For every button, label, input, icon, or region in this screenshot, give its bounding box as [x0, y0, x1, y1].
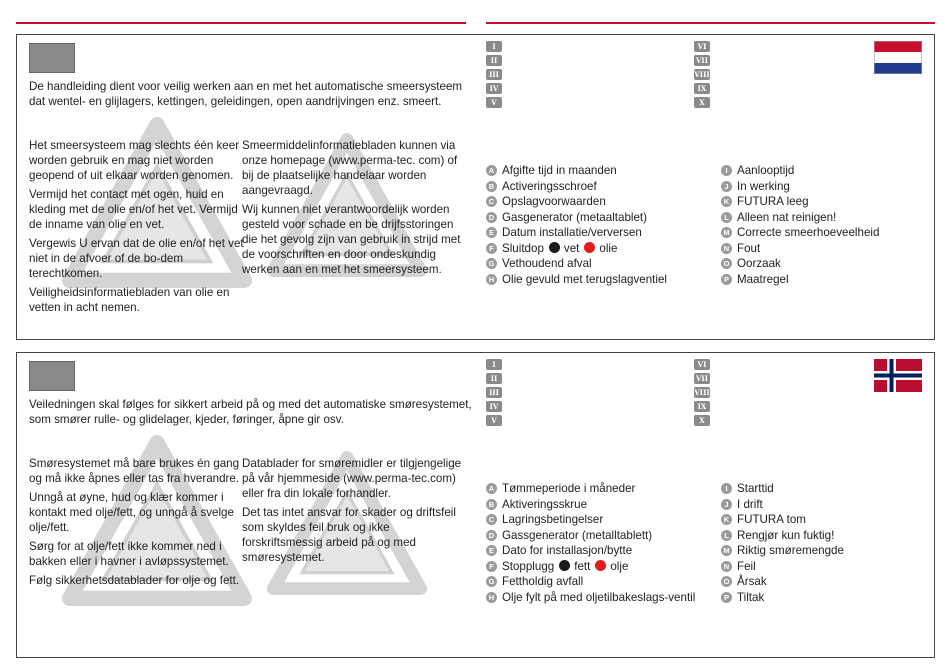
legend-item-text — [502, 179, 711, 194]
legend-item-text — [502, 574, 711, 589]
legend-label: Fettholdig avfall — [502, 575, 584, 588]
legend-item — [721, 210, 931, 225]
legend-marker-icon: M — [721, 227, 732, 238]
safety-paragraph: Wij kunnen niet verantwoordelijk worden gesteld voor schade en be drijfsstoringen die het gevolg zijn van gebruik in strijd met de voorschriften en door ondeskundig werken aan en met het smeersysteem. — [242, 203, 461, 276]
legend-label: Olje fylt på med oljetilbakeslags-ventil — [502, 590, 696, 604]
legend-label: Datum installatie/verversen — [502, 226, 642, 239]
legend-marker-icon: C — [486, 196, 497, 207]
legend-marker-icon: F — [486, 243, 497, 254]
legend-marker-icon: B — [486, 181, 497, 192]
legend-item — [486, 512, 711, 527]
legend-marker-icon: P — [721, 274, 732, 285]
legend-label: Correcte smeerhoeveelheid — [737, 226, 880, 239]
legend-marker-icon: J — [721, 181, 732, 192]
image-placeholder — [29, 361, 75, 391]
legend-item-text — [502, 272, 711, 287]
legend-item — [721, 256, 931, 271]
roman-numeral-badge: I — [486, 41, 502, 52]
safety-paragraph: Følg sikkerhetsdatablader for olje og fett. — [29, 574, 240, 587]
legend-item-text — [502, 497, 711, 512]
legend-item — [486, 163, 711, 178]
roman-numeral-badge: VIII — [694, 388, 710, 397]
legend-item — [721, 179, 931, 194]
oil-label: olje — [610, 559, 629, 573]
legend-label: Gasgenerator (metaaltablet) — [502, 210, 647, 224]
legend-item-text — [737, 163, 931, 178]
roman-numeral-badge: X — [694, 415, 710, 426]
legend-label: Lagringsbetingelser — [502, 513, 604, 526]
legend-item — [721, 272, 931, 287]
legend-label: Riktig smøremengde — [737, 544, 844, 557]
legend-label: Tiltak — [737, 590, 765, 604]
roman-numeral-badge: X — [694, 97, 710, 108]
legend-item-text — [737, 497, 931, 512]
legend-item — [486, 481, 711, 496]
legend-label: Stopplugg — [502, 559, 555, 573]
legend-label: Afgifte tijd in maanden — [502, 164, 617, 177]
grease-dot-icon — [549, 242, 560, 253]
legend-item — [486, 225, 711, 240]
legend-item — [721, 590, 931, 605]
legend-item — [721, 497, 931, 512]
roman-numeral-badge: I — [486, 359, 502, 370]
legend-marker-icon: K — [721, 514, 732, 525]
intro-text: Veiledningen skal følges for sikkert arbeid på og med det automatiske smøresystemet, som smører rulle- og glidelager, kjeder, føringer, åpne gir osv. — [29, 398, 472, 426]
roman-numeral-badge: IX — [694, 401, 710, 412]
legend-item — [486, 256, 711, 271]
legend-item — [721, 528, 931, 543]
legend-item-text — [737, 256, 931, 271]
safety-column-2 — [242, 456, 472, 569]
legend-marker-icon: B — [486, 499, 497, 510]
image-placeholder — [29, 43, 75, 73]
legend-item-text — [502, 194, 711, 209]
legend-marker-icon: E — [486, 227, 497, 238]
legend-item-text — [737, 272, 931, 287]
legend-item — [486, 179, 711, 194]
norway-flag-icon — [874, 359, 922, 392]
legend-label: Feil — [737, 559, 756, 573]
legend-item — [721, 543, 931, 558]
instruction-panel — [16, 352, 935, 658]
legend-marker-icon: M — [721, 545, 732, 556]
legend-item-text — [737, 512, 931, 527]
legend-item-text — [502, 543, 711, 558]
safety-paragraph: Smeermiddelinformatiebladen kunnen via onze homepage (www.perma-tec. com) of bij de plaatselijke handelaar worden aangevraagd. — [242, 139, 458, 197]
legend-item-text — [737, 590, 931, 605]
legend-item — [721, 194, 931, 209]
legend-label: Årsak — [737, 575, 767, 588]
roman-numeral-badge: VI — [694, 359, 710, 370]
legend-label: FUTURA tom — [737, 513, 806, 526]
legend-item — [486, 590, 711, 605]
legend-marker-icon: F — [486, 561, 497, 572]
legend-marker-icon: D — [486, 212, 497, 223]
oil-dot-icon — [584, 242, 595, 253]
legend-item — [721, 225, 931, 240]
legend-item-text — [502, 241, 711, 256]
legend-item — [486, 528, 711, 543]
legend-item — [721, 512, 931, 527]
roman-numeral-badge: V — [486, 415, 502, 426]
legend-item-text — [737, 241, 931, 256]
legend-marker-icon: D — [486, 530, 497, 541]
roman-numeral-badge: VII — [694, 55, 710, 66]
safety-paragraph: Het smeersysteem mag slechts één keer worden gebruik en mag niet worden geopend of uit elkaar worden genomen. — [29, 139, 240, 182]
legend-item-text — [737, 481, 931, 496]
safety-paragraph: Det tas intet ansvar for skader og driftsfeil som skyldes feil bruk og ikke forskriftsmessig arbeid på og med smøresystemet. — [242, 506, 456, 564]
roman-numeral-badge: III — [486, 387, 502, 398]
roman-numeral-badge: II — [486, 373, 502, 384]
legend-marker-icon: K — [721, 196, 732, 207]
legend-label: Maatregel — [737, 272, 789, 286]
instruction-panel — [16, 34, 935, 340]
legend-item — [486, 210, 711, 225]
safety-paragraph: Smøresystemet må bare brukes én gang og må ikke åpnes eller tas fra hverandre. — [29, 457, 240, 485]
legend-item-text — [502, 528, 711, 543]
legend-marker-icon: I — [721, 165, 732, 176]
safety-column-1 — [29, 138, 251, 319]
legend-item — [721, 574, 931, 589]
legend-item-text — [737, 559, 931, 574]
legend-label: Opslagvoorwaarden — [502, 195, 606, 208]
legend-marker-icon: G — [486, 258, 497, 269]
legend-item — [486, 194, 711, 209]
header-rule-left — [16, 22, 466, 24]
legend-list — [486, 481, 711, 605]
legend-label: Olie gevuld met terugslagventiel — [502, 272, 667, 286]
legend-marker-icon: C — [486, 514, 497, 525]
legend-label: Vethoudend afval — [502, 257, 592, 270]
safety-column-1 — [29, 456, 251, 592]
legend-label: Aanlooptijd — [737, 164, 795, 177]
safety-paragraph: Sørg for at olje/fett ikke kommer ned i bakken eller i havner i avløpssystemet. — [29, 540, 229, 568]
intro-text: De handleiding dient voor veilig werken aan en met het automatische smeersysteem dat wentel- en glijlagers, kettingen, geleidingen, open aandrijvingen enz. smeert. — [29, 80, 463, 108]
legend-item — [721, 163, 931, 178]
safety-paragraph: Vermijd het contact met ogen, huid en kleding met de olie en/of het vet. Vermijd de inname van olie en vet. — [29, 188, 238, 231]
roman-numeral-badge: IV — [486, 83, 502, 94]
legend-label: Fout — [737, 241, 761, 255]
legend-item-text — [502, 256, 711, 271]
roman-numeral-badge: IV — [486, 401, 502, 412]
legend-label: Rengjør kun fuktig! — [737, 528, 835, 542]
legend-item — [486, 497, 711, 512]
netherlands-flag-icon — [874, 41, 922, 74]
roman-numeral-badge: VII — [694, 373, 710, 384]
legend-marker-icon: P — [721, 592, 732, 603]
safety-paragraph: Unngå at øyne, hud og klær kommer i kontakt med olje/fett, og unngå å svelge olje/fett. — [29, 491, 234, 534]
legend-item-text — [502, 559, 711, 574]
legend-item-text — [737, 225, 931, 240]
legend-item — [721, 481, 931, 496]
legend-item — [486, 559, 711, 574]
safety-column-2 — [242, 138, 472, 281]
legend-marker-icon: H — [486, 592, 497, 603]
legend-item — [486, 272, 711, 287]
grease-label: fett — [574, 559, 591, 573]
roman-numeral-badge: IX — [694, 83, 710, 94]
legend-item — [486, 241, 711, 256]
roman-numeral-badge: VIII — [694, 70, 710, 79]
legend-marker-icon: E — [486, 545, 497, 556]
roman-numeral-badge: II — [486, 55, 502, 66]
legend-label: Dato for installasjon/bytte — [502, 544, 633, 557]
legend-item-text — [737, 179, 931, 194]
legend-label: Starttid — [737, 482, 774, 495]
legend-item — [721, 241, 931, 256]
legend-item-text — [737, 543, 931, 558]
grease-dot-icon — [559, 560, 570, 571]
legend-list — [486, 163, 711, 287]
legend-marker-icon: J — [721, 499, 732, 510]
roman-numeral-badge: III — [486, 69, 502, 80]
grease-label: vet — [563, 241, 580, 255]
oil-dot-icon — [595, 560, 606, 571]
legend-item-text — [502, 163, 711, 178]
legend-item — [486, 574, 711, 589]
legend-marker-icon: O — [721, 258, 732, 269]
roman-numeral-badge: VI — [694, 41, 710, 52]
legend-item-text — [502, 481, 711, 496]
legend-label: FUTURA leeg — [737, 195, 809, 208]
legend-marker-icon: H — [486, 274, 497, 285]
oil-label: olie — [599, 241, 618, 255]
legend-marker-icon: I — [721, 483, 732, 494]
legend-item — [486, 543, 711, 558]
legend-label: Gassgenerator (metalltablett) — [502, 528, 653, 542]
safety-paragraph: Datablader for smøremidler er tilgjengelige på vår hjemmeside (www.perma-tec.com) eller fra din lokale forhandler. — [242, 457, 462, 500]
legend-label: I drift — [737, 497, 763, 511]
legend-marker-icon: N — [721, 243, 732, 254]
legend-marker-icon: O — [721, 576, 732, 587]
legend-item-text — [502, 512, 711, 527]
legend-item-text — [502, 225, 711, 240]
safety-paragraph: Veiligheidsinformatiebladen van olie en vetten in acht nemen. — [29, 286, 230, 314]
header-rule-right — [486, 22, 935, 24]
legend-marker-icon: L — [721, 212, 732, 223]
legend-label: Tømmeperiode i måneder — [502, 482, 636, 495]
legend-marker-icon: G — [486, 576, 497, 587]
legend-label: Activeringsschroef — [502, 179, 597, 193]
legend-marker-icon: A — [486, 165, 497, 176]
legend-item-text — [737, 528, 931, 543]
legend-marker-icon: N — [721, 561, 732, 572]
legend-item — [721, 559, 931, 574]
legend-item-text — [737, 574, 931, 589]
roman-numeral-badge: V — [486, 97, 502, 108]
legend-item-text — [737, 210, 931, 225]
legend-label: Alleen nat reinigen! — [737, 210, 837, 224]
legend-label: In werking — [737, 179, 790, 193]
legend-item-text — [737, 194, 931, 209]
legend-label: Aktiveringsskrue — [502, 497, 588, 511]
legend-item-text — [502, 210, 711, 225]
safety-paragraph: Vergewis U ervan dat de olie en/of het vet niet in de afvoer of de bo-dem terechtkomen. — [29, 237, 244, 280]
legend-label: Oorzaak — [737, 257, 781, 270]
legend-marker-icon: L — [721, 530, 732, 541]
legend-list — [721, 163, 931, 287]
legend-marker-icon: A — [486, 483, 497, 494]
legend-label: Sluitdop — [502, 241, 544, 255]
legend-item-text — [502, 590, 711, 605]
legend-list — [721, 481, 931, 605]
